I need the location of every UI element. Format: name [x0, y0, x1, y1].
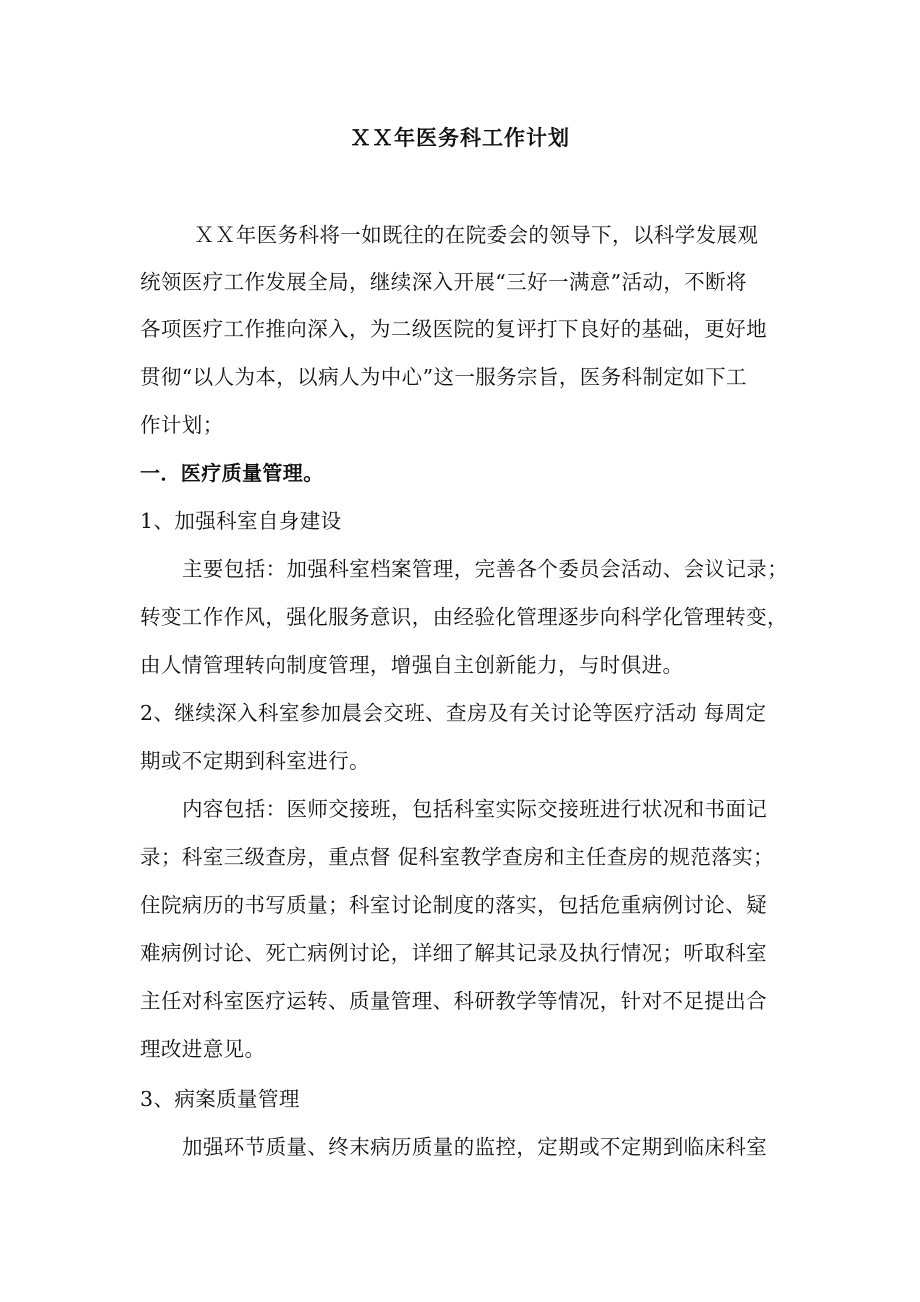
paragraph-line: 主任对科室医疗运转、质量管理、科研教学等情况，针对不足提出合: [140, 989, 767, 1013]
subsection-heading: 2、继续深入科室参加晨会交班、查房及有关讨论等医疗活动 每周定: [140, 701, 767, 725]
paragraph-line: ＸＸ年医务科将一如既往的在院委会的领导下，以科学发展观: [194, 223, 759, 247]
paragraph-line: 转变工作作风，强化服务意识，由经验化管理逐步向科学化管理转变，: [140, 605, 788, 629]
paragraph-line: 各项医疗工作推向深入，为二级医院的复评打下良好的基础，更好地: [140, 317, 767, 341]
paragraph-line: 作计划；: [140, 413, 224, 437]
subsection-heading: 3、病案质量管理: [140, 1087, 300, 1111]
paragraph-line: 内容包括：医师交接班，包括科室实际交接班进行状况和书面记: [182, 797, 768, 821]
paragraph-line: 理改进意见。: [140, 1037, 266, 1061]
paragraph-line: 统领医疗工作发展全局，继续深入开展“三好一满意”活动，不断将: [140, 270, 747, 294]
paragraph-line: 加强环节质量、终末病历质量的监控，定期或不定期到临床科室: [182, 1135, 768, 1159]
paragraph-line: 期或不定期到科室进行。: [140, 749, 370, 773]
paragraph-line: 主要包括：加强科室档案管理，完善各个委员会活动、会议记录；: [182, 557, 789, 581]
section-heading: 一．医疗质量管理。: [140, 461, 324, 485]
paragraph-line: 由人情管理转向制度管理，增强自主创新能力，与时俱进。: [140, 653, 684, 677]
document-title: ＸＸ年医务科工作计划: [350, 126, 570, 150]
paragraph-line: 难病例讨论、死亡病例讨论，详细了解其记录及执行情况；听取科室: [140, 941, 767, 965]
paragraph-line: 住院病历的书写质量；科室讨论制度的落实，包括危重病例讨论、疑: [140, 893, 767, 917]
subsection-heading: 1、加强科室自身建设: [140, 509, 342, 533]
paragraph-line: 贯彻“以人为本，以病人为中心”这一服务宗旨，医务科制定如下工: [140, 365, 747, 389]
paragraph-line: 录；科室三级查房，重点督 促科室教学查房和主任查房的规范落实；: [140, 845, 774, 869]
